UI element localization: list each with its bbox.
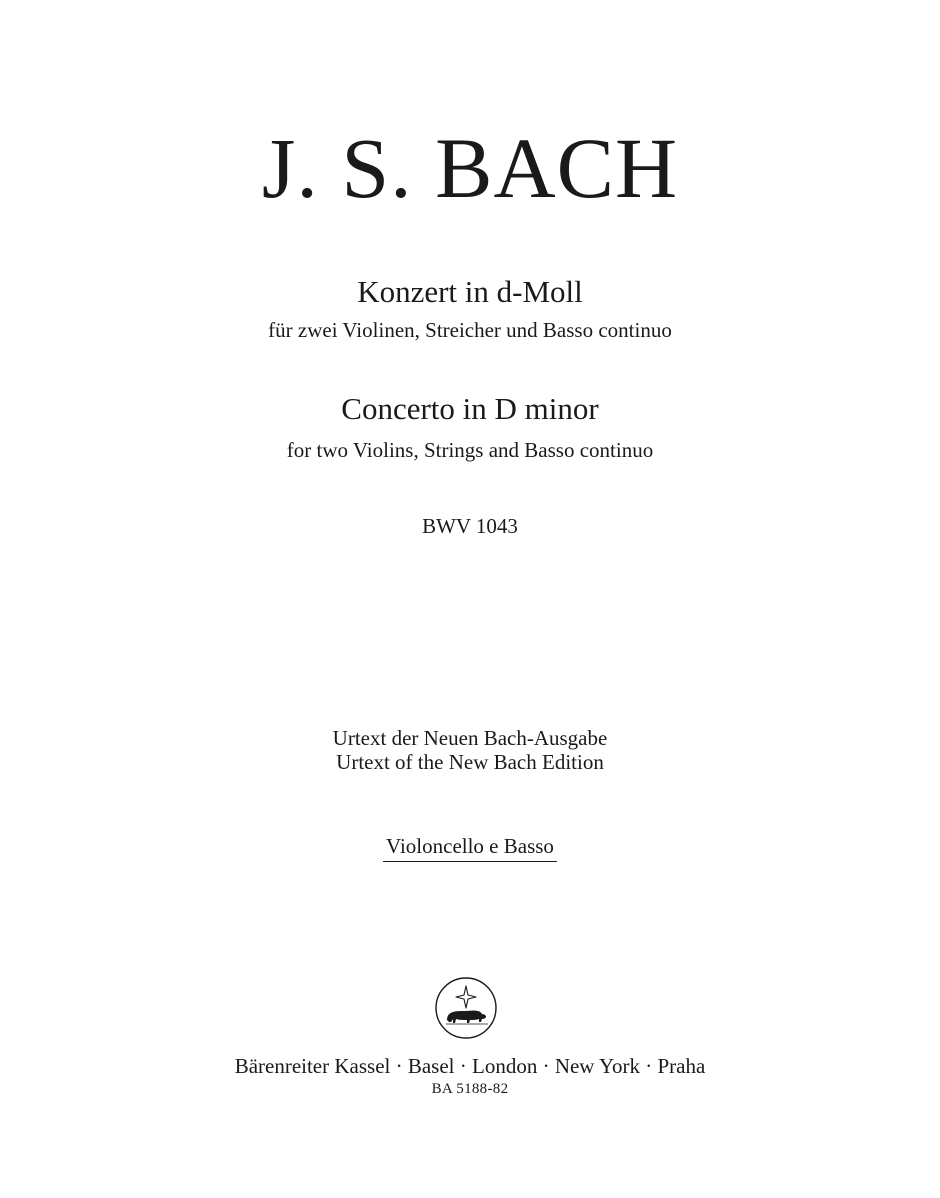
part-label-container: [0, 832, 940, 862]
work-subtitle-english: for two Violins, Strings and Basso continuo: [286, 438, 654, 462]
catalog-number: BWV 1043: [422, 514, 518, 538]
work-subtitle-german: für zwei Violinen, Streicher und Basso continuo: [268, 318, 672, 342]
work-title-german: Konzert in d-Moll: [357, 274, 583, 309]
order-number: BA 5188-82: [431, 1081, 509, 1097]
urtext-label-english: Urtext of the New Bach Edition: [336, 750, 604, 774]
composer-name: J. S. BACH: [261, 120, 679, 216]
publisher-logo-icon: [434, 976, 498, 1040]
urtext-label-german: Urtext der Neuen Bach-Ausgabe: [332, 726, 608, 750]
publisher-line: Bärenreiter Kassel · Basel · London · New York · Praha: [234, 1054, 706, 1078]
work-title-english: Concerto in D minor: [341, 391, 599, 426]
part-label: Violoncello e Basso: [383, 832, 557, 862]
